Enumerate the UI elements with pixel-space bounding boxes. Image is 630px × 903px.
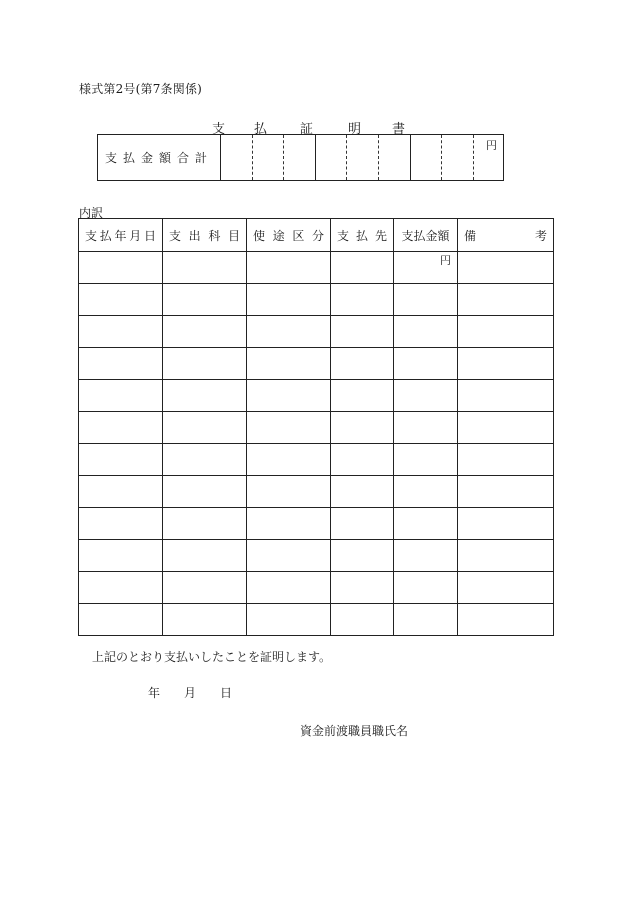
- cell-payment-amount[interactable]: [394, 412, 458, 444]
- cell-payee[interactable]: [331, 540, 394, 572]
- cell-usage-category[interactable]: [247, 284, 331, 316]
- cell-expense-item[interactable]: [163, 476, 247, 508]
- cell-usage-category[interactable]: [247, 316, 331, 348]
- cell-payment-amount[interactable]: [394, 508, 458, 540]
- cell-payee[interactable]: [331, 380, 394, 412]
- title-char: 支: [212, 122, 226, 137]
- cell-usage-category[interactable]: [247, 476, 331, 508]
- cell-payee[interactable]: [331, 572, 394, 604]
- cell-remarks[interactable]: [458, 380, 554, 412]
- header-payment-amount: 支払金額: [394, 219, 458, 252]
- cell-payee[interactable]: [331, 348, 394, 380]
- cell-payment-amount[interactable]: [394, 476, 458, 508]
- cell-payment-date[interactable]: [79, 252, 163, 284]
- digit-cell[interactable]: [378, 135, 410, 180]
- cell-expense-item[interactable]: [163, 540, 247, 572]
- table-row: [79, 604, 554, 636]
- cell-payee[interactable]: [331, 316, 394, 348]
- table-row: [79, 252, 554, 284]
- cell-expense-item[interactable]: [163, 412, 247, 444]
- day-label: 日: [220, 686, 233, 700]
- title-char: 証: [300, 122, 314, 137]
- cell-payment-date[interactable]: [79, 572, 163, 604]
- cell-remarks[interactable]: [458, 348, 554, 380]
- table-body: [79, 252, 554, 636]
- header-expense-item: 支 出 科 目: [163, 219, 247, 252]
- cell-usage-category[interactable]: [247, 508, 331, 540]
- table-row: [79, 508, 554, 540]
- cell-remarks[interactable]: [458, 444, 554, 476]
- cell-remarks[interactable]: [458, 476, 554, 508]
- cell-usage-category[interactable]: [247, 444, 331, 476]
- title-char: 払: [254, 122, 268, 137]
- cell-payee[interactable]: [331, 476, 394, 508]
- cell-payment-amount[interactable]: [394, 316, 458, 348]
- form-number: 様式第2号(第7条関係): [79, 82, 203, 96]
- yen-unit: 円: [486, 139, 497, 152]
- total-amount-label: 支払金額合計: [98, 135, 221, 180]
- digit-cell[interactable]: [315, 135, 346, 180]
- year-label: 年: [148, 686, 161, 700]
- cell-remarks[interactable]: [458, 572, 554, 604]
- cell-payment-date[interactable]: [79, 348, 163, 380]
- cell-payment-date[interactable]: [79, 540, 163, 572]
- cell-expense-item[interactable]: [163, 508, 247, 540]
- cell-usage-category[interactable]: [247, 380, 331, 412]
- cell-remarks[interactable]: [458, 412, 554, 444]
- header-remarks: 備 考: [458, 219, 554, 252]
- breakdown-table: [78, 218, 554, 636]
- cell-payment-date[interactable]: [79, 316, 163, 348]
- digit-cell[interactable]: [283, 135, 315, 180]
- cell-usage-category[interactable]: [247, 348, 331, 380]
- cell-usage-category[interactable]: [247, 252, 331, 284]
- digit-cell[interactable]: [220, 135, 252, 180]
- table-row: [79, 284, 554, 316]
- cell-remarks[interactable]: [458, 604, 554, 636]
- cell-payment-amount[interactable]: [394, 348, 458, 380]
- header-usage-category: 使 途 区 分: [247, 219, 331, 252]
- cell-payment-date[interactable]: [79, 444, 163, 476]
- cell-remarks[interactable]: [458, 284, 554, 316]
- cell-payee[interactable]: [331, 508, 394, 540]
- table-row: [79, 316, 554, 348]
- cell-expense-item[interactable]: [163, 604, 247, 636]
- cell-usage-category[interactable]: [247, 572, 331, 604]
- table-row: [79, 572, 554, 604]
- cell-payment-date[interactable]: [79, 380, 163, 412]
- header-payment-date: 支 払 年 月 日: [79, 219, 163, 252]
- total-amount-box: [97, 134, 504, 181]
- cell-payee[interactable]: [331, 444, 394, 476]
- cell-payment-amount[interactable]: [394, 380, 458, 412]
- cell-usage-category[interactable]: [247, 412, 331, 444]
- cell-remarks[interactable]: [458, 508, 554, 540]
- certification-statement: 上記のとおり支払いしたことを証明します。: [92, 650, 332, 664]
- cell-usage-category[interactable]: [247, 540, 331, 572]
- cell-remarks[interactable]: [458, 316, 554, 348]
- cell-payment-amount[interactable]: [394, 252, 458, 284]
- cell-expense-item[interactable]: [163, 572, 247, 604]
- cell-payment-date[interactable]: [79, 604, 163, 636]
- cell-payment-date[interactable]: [79, 412, 163, 444]
- cell-remarks[interactable]: [458, 252, 554, 284]
- cell-expense-item[interactable]: [163, 316, 247, 348]
- cell-expense-item[interactable]: [163, 252, 247, 284]
- table-row: [79, 380, 554, 412]
- digit-cell[interactable]: [410, 135, 441, 180]
- cell-payment-amount[interactable]: [394, 540, 458, 572]
- cell-payment-date[interactable]: [79, 476, 163, 508]
- cell-payee[interactable]: [331, 252, 394, 284]
- breakdown-label: 内訳: [79, 206, 104, 220]
- cell-payment-date[interactable]: [79, 284, 163, 316]
- digit-cell[interactable]: [473, 135, 503, 180]
- table-row: [79, 348, 554, 380]
- cell-payment-amount[interactable]: [394, 444, 458, 476]
- title-char: 書: [392, 122, 406, 137]
- cell-expense-item[interactable]: [163, 444, 247, 476]
- cell-payee[interactable]: [331, 604, 394, 636]
- date-line: [148, 684, 232, 701]
- table-row: [79, 444, 554, 476]
- cell-expense-item[interactable]: [163, 284, 247, 316]
- cell-remarks[interactable]: [458, 540, 554, 572]
- digit-cell[interactable]: [252, 135, 283, 180]
- digit-cell[interactable]: [346, 135, 378, 180]
- cell-expense-item[interactable]: [163, 380, 247, 412]
- digit-cell[interactable]: [441, 135, 473, 180]
- cell-payment-date[interactable]: [79, 508, 163, 540]
- cell-payment-amount[interactable]: [394, 572, 458, 604]
- title-char: 明: [348, 122, 362, 137]
- cell-payment-amount[interactable]: [394, 284, 458, 316]
- cell-expense-item[interactable]: [163, 348, 247, 380]
- month-label: 月: [184, 686, 197, 700]
- table-header-row: [79, 219, 554, 252]
- header-payee: 支 払 先: [331, 219, 394, 252]
- table-row: [79, 540, 554, 572]
- table-row: [79, 412, 554, 444]
- yen-unit: 円: [440, 254, 451, 267]
- cell-payment-amount[interactable]: [394, 604, 458, 636]
- table-row: [79, 476, 554, 508]
- cell-payee[interactable]: [331, 284, 394, 316]
- signer-title: 資金前渡職員職氏名: [300, 724, 409, 738]
- cell-payee[interactable]: [331, 412, 394, 444]
- cell-usage-category[interactable]: [247, 604, 331, 636]
